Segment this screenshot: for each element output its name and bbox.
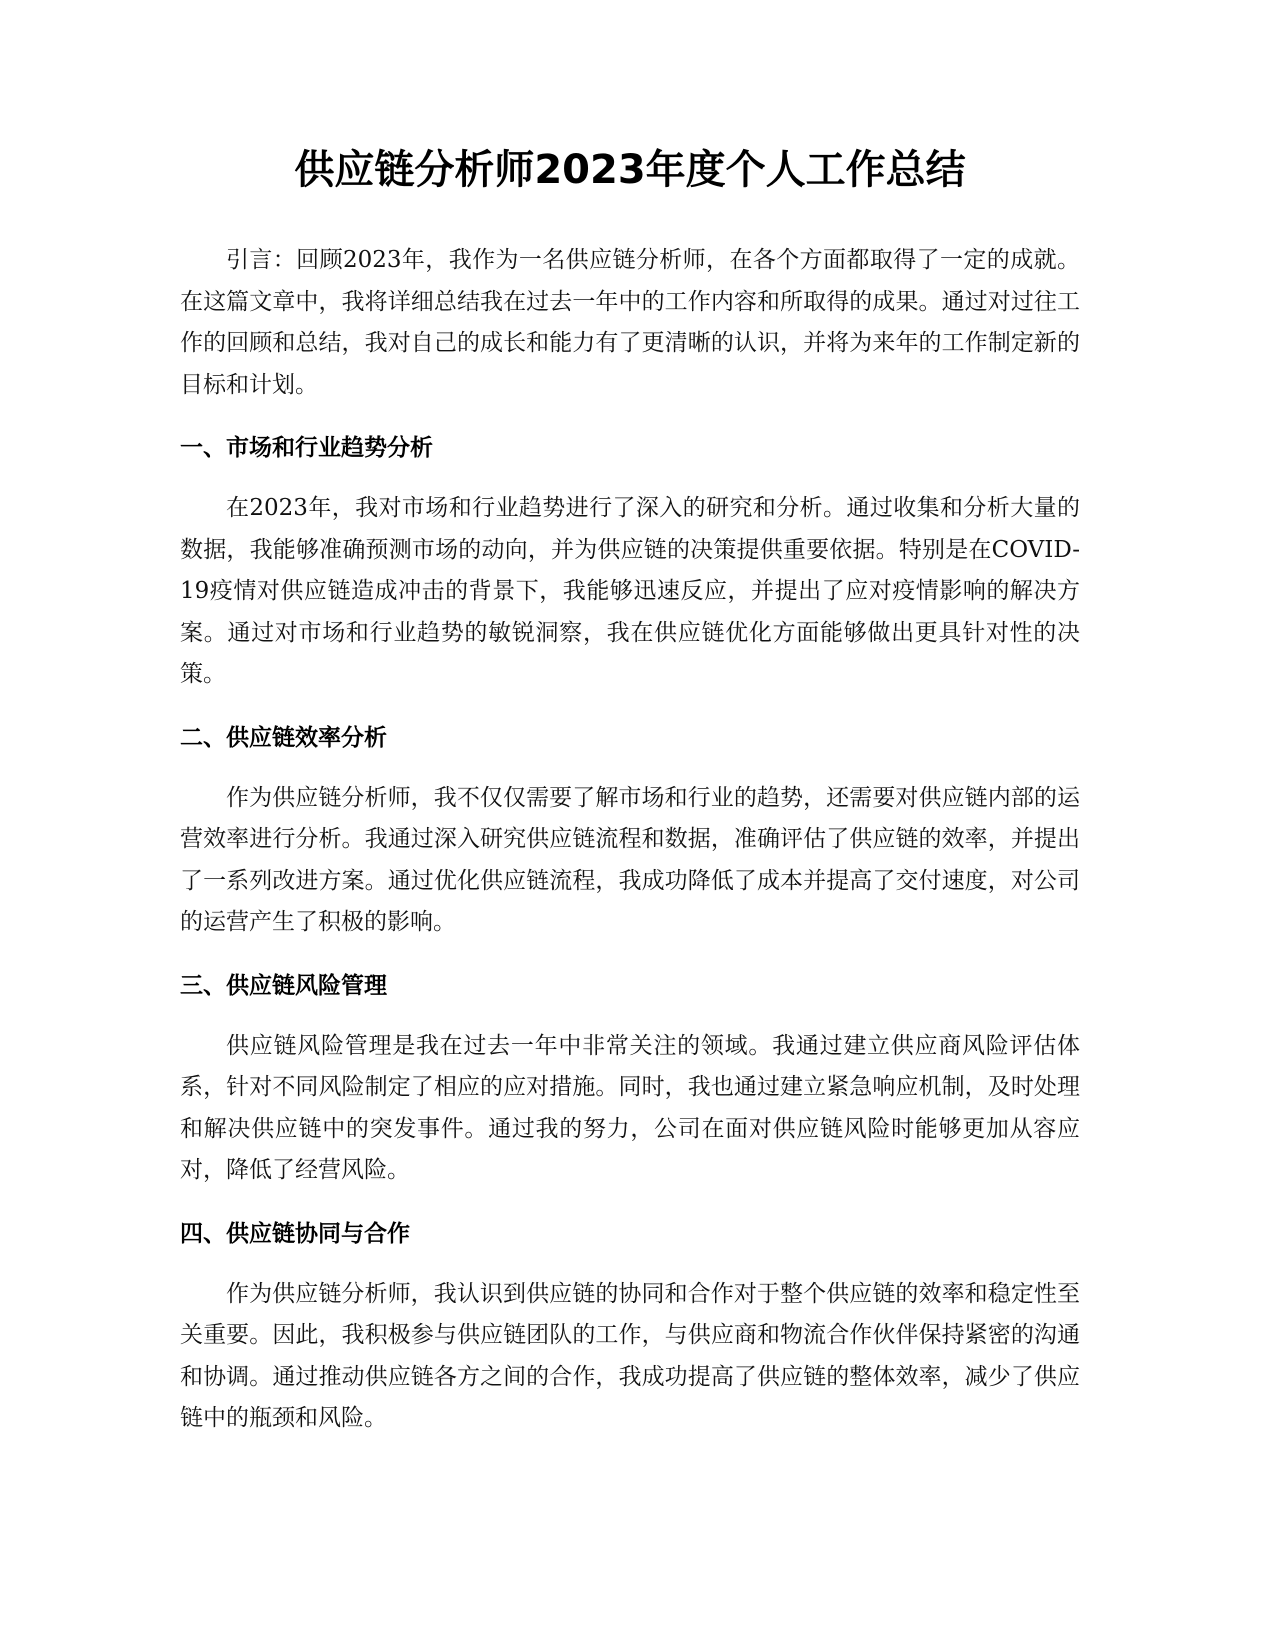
section-heading: 一、市场和行业趋势分析: [180, 435, 433, 461]
intro-paragraph: 引言：回顾2023年，我作为一名供应链分析师，在各个方面都取得了一定的成就。在这篇文章中，我将详细总结我在过去一年中的工作内容和所取得的成果。通过对过往工作的回顾和总结，我对自己的成长和能力有了更清晰的认识，并将为来年的工作制定新的目标和计划。: [180, 247, 1080, 398]
section-risk-management: [180, 970, 1080, 1192]
section-body: 作为供应链分析师，我认识到供应链的协同和合作对于整个供应链的效率和稳定性至关重要。因此，我积极参与供应链团队的工作，与供应商和物流合作伙伴保持紧密的沟通和协调。通过推动供应链各方之间的合作，我成功提高了供应链的整体效率，减少了供应链中的瓶颈和风险。: [180, 1280, 1080, 1431]
section-body: 作为供应链分析师，我不仅仅需要了解市场和行业的趋势，还需要对供应链内部的运营效率进行分析。我通过深入研究供应链流程和数据，准确评估了供应链的效率，并提出了一系列改进方案。通过优化供应链流程，我成功降低了成本并提高了交付速度，对公司的运营产生了积极的影响。: [180, 784, 1080, 935]
section-market-trends: [180, 432, 1080, 696]
section-body: 供应链风险管理是我在过去一年中非常关注的领域。我通过建立供应商风险评估体系，针对不同风险制定了相应的应对措施。同时，我也通过建立紧急响应机制，及时处理和解决供应链中的突发事件。通过我的努力，公司在面对供应链风险时能够更加从容应对，降低了经营风险。: [180, 1032, 1080, 1183]
section-heading: 四、供应链协同与合作: [180, 1220, 410, 1247]
section-body: 在2023年，我对市场和行业趋势进行了深入的研究和分析。通过收集和分析大量的数据，我能够准确预测市场的动向，并为供应链的决策提供重要依据。特别是在COVID-19疫情对供应链造成冲击的背景下，我能够迅速反应，并提出了应对疫情影响的解决方案。通过对市场和行业趋势的敏锐洞察，我在供应链优化方面能够做出更具针对性的决策。: [180, 495, 1080, 687]
section-efficiency: [180, 722, 1080, 944]
section-heading: 三、供应链风险管理: [180, 972, 387, 999]
document-title: 供应链分析师2023年度个人工作总结: [294, 147, 966, 193]
section-heading: 二、供应链效率分析: [180, 724, 387, 751]
section-collaboration: [180, 1218, 1080, 1440]
document-page: [180, 140, 1080, 1440]
